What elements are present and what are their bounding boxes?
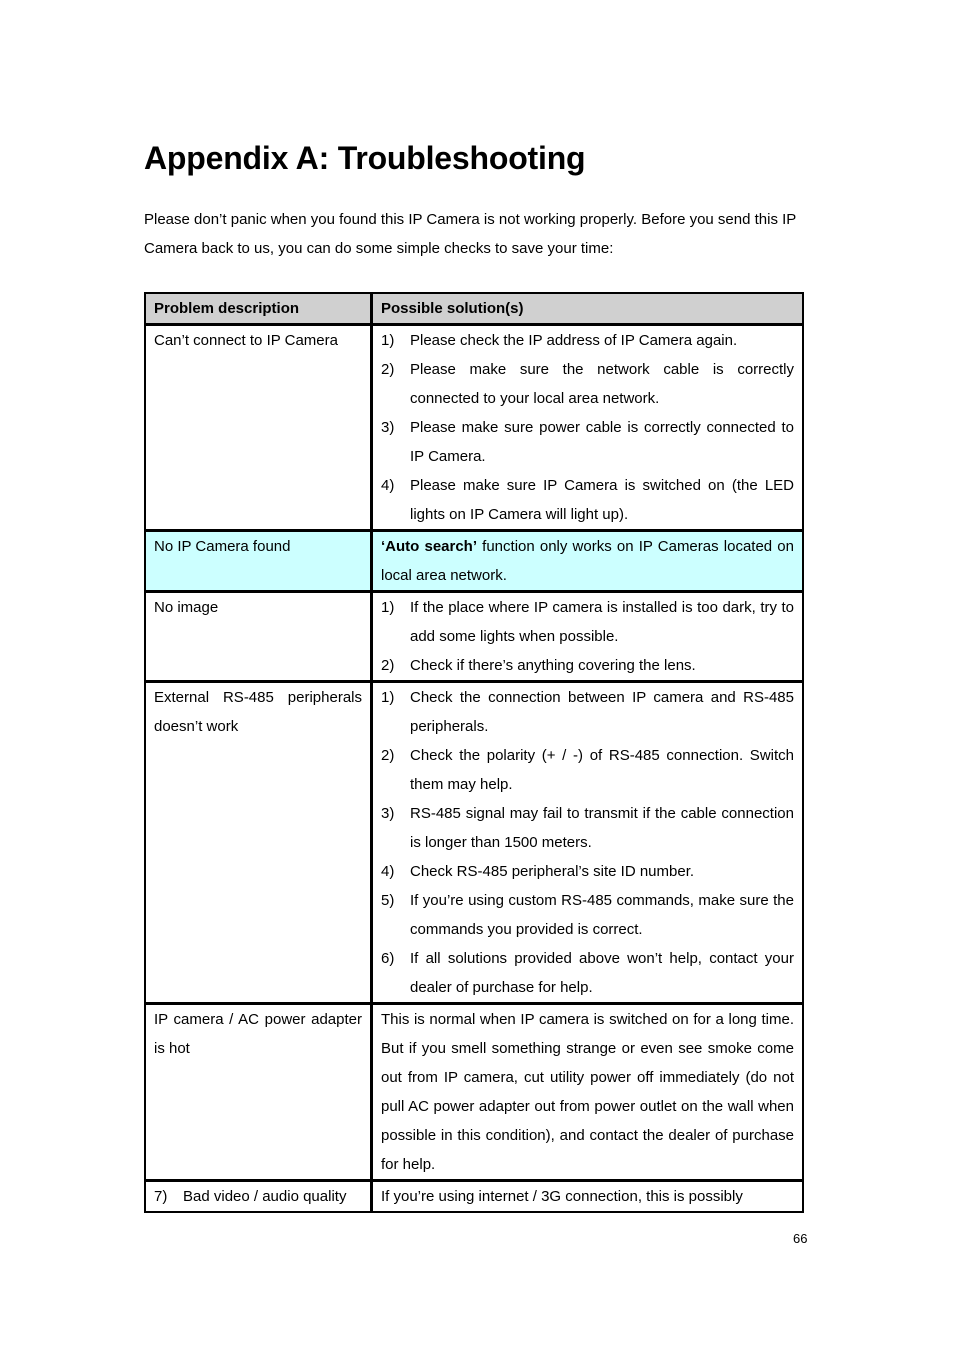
solution-cell	[372, 681, 804, 1003]
solution-item: 6) If all solutions provided above won’t help, contact your dealer of purchase for help.	[381, 950, 794, 996]
table-row	[144, 1180, 804, 1213]
solution-item: 1) If the place where IP camera is installed is too dark, try to add some lights when possible.	[381, 599, 794, 645]
problem-cell: No IP Camera found	[144, 530, 372, 591]
solution-item: 5) If you’re using custom RS-485 commands, make sure the commands you provided is correct.	[381, 892, 794, 938]
troubleshooting-table	[144, 292, 804, 1213]
solution-cell	[372, 591, 804, 681]
solution-item: 2) Check the polarity (+ / -) of RS-485 connection. Switch them may help.	[381, 747, 794, 793]
solution-item: 2) Check if there’s anything covering the lens.	[381, 657, 696, 674]
solution-cell: If you’re using internet / 3G connection, this is possibly	[372, 1180, 804, 1213]
problem-cell: No image	[144, 591, 372, 681]
solution-item: 3) Please make sure power cable is correctly connected to IP Camera.	[381, 419, 794, 465]
intro-paragraph: Please don’t panic when you found this IP Camera is not working properly. Before you send this IP Camera back to us, you can do some simple checks to save your time:	[144, 211, 797, 257]
solution-cell: ‘Auto search’ function only works on IP Cameras located on local area network.	[372, 530, 804, 591]
solution-cell	[372, 324, 804, 530]
table-row	[144, 681, 804, 1003]
header-problem: Problem description	[144, 292, 372, 324]
solution-item: 4) Please make sure IP Camera is switched on (the LED lights on IP Camera will light up).	[381, 477, 794, 523]
table-row	[144, 324, 804, 530]
table-row-highlighted	[144, 530, 804, 591]
problem-cell: 7) Bad video / audio quality	[144, 1180, 372, 1213]
solution-item: 3) RS-485 signal may fail to transmit if the cable connection is longer than 1500 meters.	[381, 805, 794, 851]
auto-search-term: ‘Auto search’	[381, 538, 478, 555]
page-number: 66	[793, 1231, 808, 1246]
solution-cell: This is normal when IP camera is switched on for a long time. But if you smell something strange or even see smoke come out from IP camera, cut utility power off immediately (do not pull AC power adapter out from power outlet on the wall when possible in this condition), and contact the dealer of purchase for help.	[372, 1003, 804, 1180]
problem-cell: Can’t connect to IP Camera	[144, 324, 372, 530]
table-row	[144, 1003, 804, 1180]
solution-item: 4) Check RS-485 peripheral’s site ID number.	[381, 863, 695, 880]
table-row	[144, 591, 804, 681]
solution-item: 1) Please check the IP address of IP Camera again.	[381, 332, 738, 349]
problem-cell: External RS-485 peripherals doesn’t work	[144, 681, 372, 1003]
solution-item: 1) Check the connection between IP camera and RS-485 peripherals.	[381, 689, 794, 735]
table-header-row	[144, 292, 804, 324]
header-solution: Possible solution(s)	[372, 292, 804, 324]
solution-item: 2) Please make sure the network cable is correctly connected to your local area network.	[381, 361, 794, 407]
page-title: Appendix A: Troubleshooting	[144, 140, 586, 176]
problem-cell: IP camera / AC power adapter is hot	[144, 1003, 372, 1180]
